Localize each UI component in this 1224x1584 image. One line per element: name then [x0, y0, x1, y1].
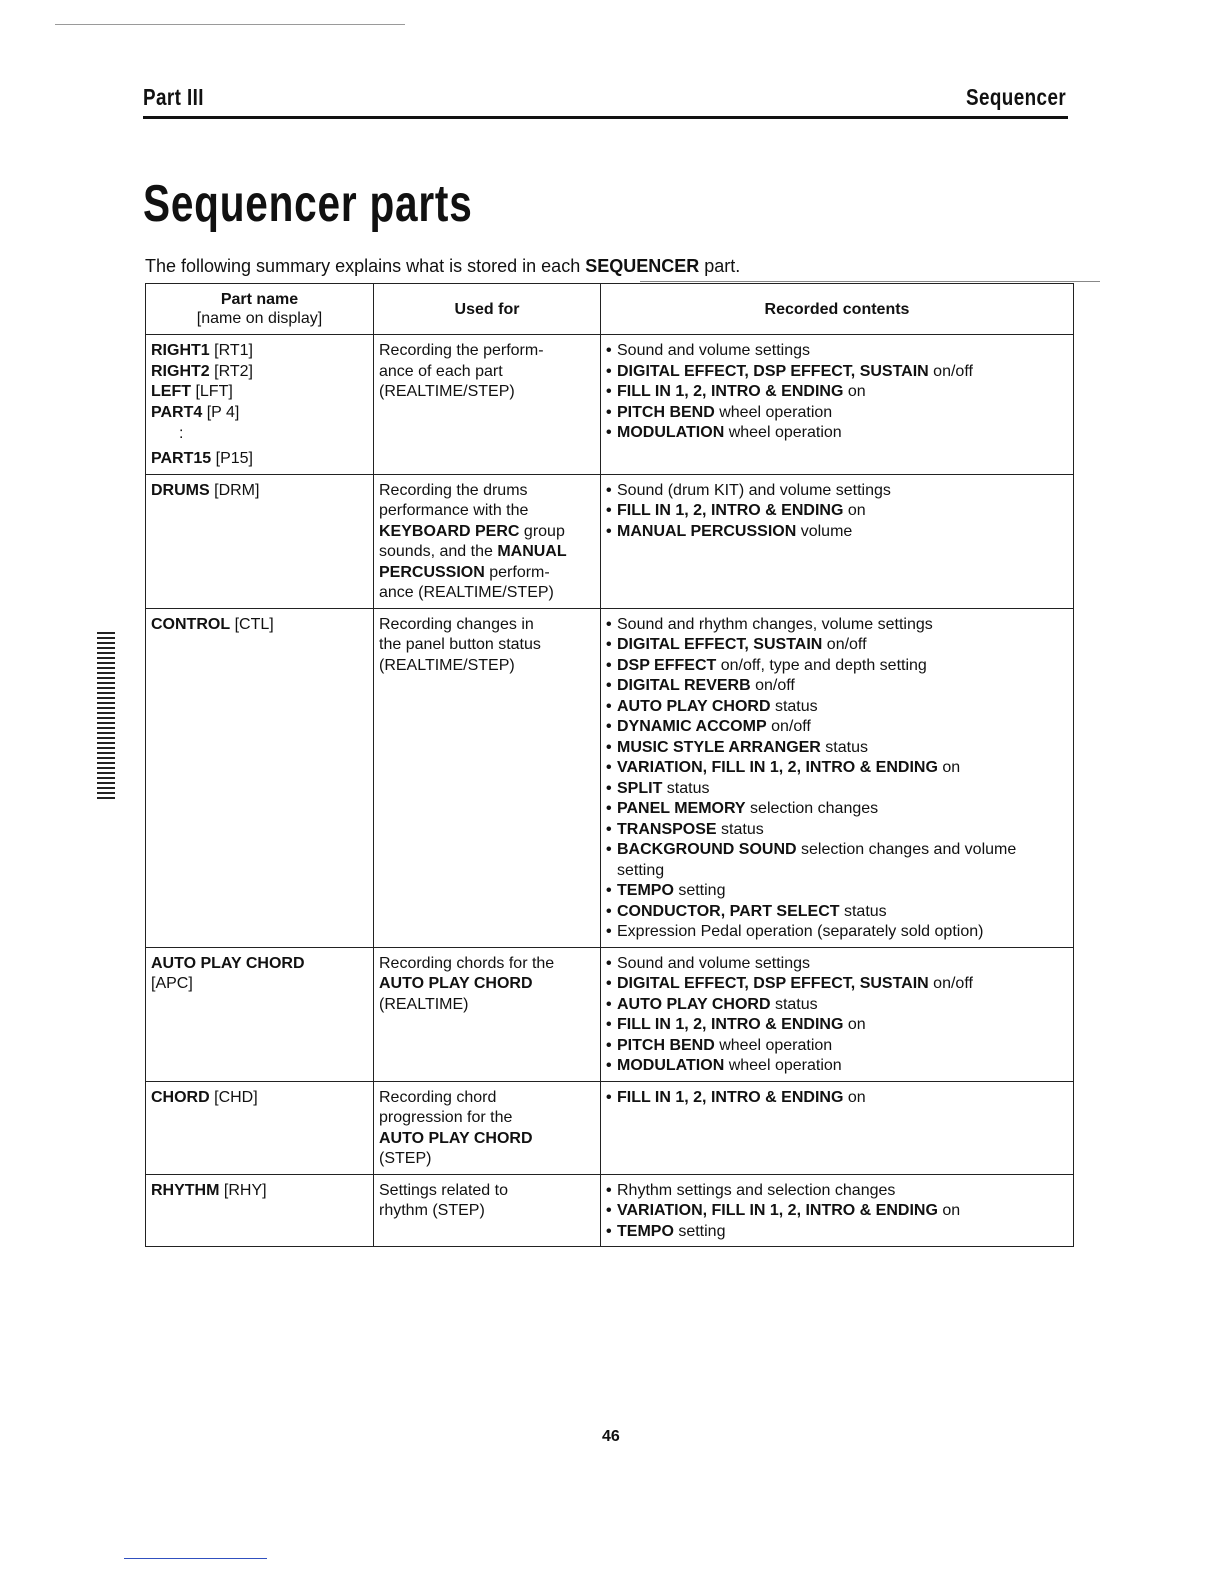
item-keyword: TEMPO [617, 1222, 674, 1240]
list-item [606, 954, 1067, 975]
cell-recorded-contents [601, 474, 1074, 608]
part-name-line [151, 954, 367, 975]
item-keyword: MODULATION [617, 424, 725, 441]
recorded-contents-list [606, 1181, 1067, 1243]
cell-used-for [374, 335, 601, 475]
item-text: status [716, 820, 764, 838]
cell-used-for [374, 474, 601, 608]
intro-underline [640, 281, 1100, 282]
item-text: on [843, 383, 866, 400]
item-text: Sound and rhythm changes, volume settings [617, 615, 933, 633]
list-item [606, 1036, 1067, 1057]
table-row [146, 608, 1074, 947]
list-item [606, 820, 1067, 841]
list-item [606, 758, 1067, 779]
display-code: [CTL] [234, 615, 274, 633]
item-text: setting [673, 882, 726, 899]
cell-part-name [146, 608, 374, 947]
display-code: [P 4] [206, 403, 240, 421]
list-item [606, 881, 1067, 902]
list-item [606, 635, 1067, 656]
list-item [606, 1015, 1067, 1036]
item-text: on/off [928, 975, 973, 992]
part-name: CONTROL [151, 615, 231, 633]
used-for-line: Recording the drums [379, 481, 528, 499]
scan-artifact-line-bottom [124, 1558, 267, 1559]
used-for-line: (REALTIME) [379, 995, 469, 1013]
item-text: on/off [766, 718, 811, 735]
item-keyword: FILL IN 1, 2, INTRO & ENDING [617, 383, 844, 400]
item-text: Sound and volume settings [617, 954, 811, 972]
item-text: Expression Pedal operation (separately sold option) [617, 923, 984, 940]
list-item [606, 738, 1067, 759]
item-keyword: TEMPO [617, 882, 674, 899]
used-for-line: performance with the [379, 502, 529, 519]
list-item [606, 697, 1067, 718]
list-item [606, 1088, 1067, 1109]
cell-recorded-contents [601, 335, 1074, 475]
part-name: RHYTHM [151, 1181, 220, 1199]
part-name-line [151, 403, 367, 424]
used-for-line: (REALTIME/STEP) [379, 383, 515, 400]
part-name-line [151, 449, 367, 470]
item-keyword: DIGITAL EFFECT, DSP EFFECT, SUSTAIN [617, 362, 929, 380]
item-text: on/off [928, 362, 973, 380]
item-text: Rhythm settings and selection changes [617, 1181, 896, 1199]
item-keyword: FILL IN 1, 2, INTRO & ENDING [617, 502, 844, 519]
item-keyword: MANUAL PERCUSSION [617, 522, 797, 540]
used-for-keyword: MANUAL [497, 543, 567, 560]
used-for-line: PERCUSSION perform- [379, 563, 550, 581]
item-keyword: VARIATION, FILL IN 1, 2, INTRO & ENDING [617, 1202, 938, 1219]
part-name: PART15 [151, 450, 212, 467]
list-item [606, 1056, 1067, 1077]
scan-artifact-line [55, 24, 405, 25]
page-title: Sequencer parts [143, 175, 473, 233]
item-keyword: DYNAMIC ACCOMP [617, 718, 767, 735]
list-item [606, 779, 1067, 800]
item-text: selection changes [745, 800, 879, 817]
used-for-line: the panel button status [379, 636, 541, 653]
list-item [606, 717, 1067, 738]
item-text: status [662, 779, 710, 797]
item-keyword: PITCH BEND [617, 1036, 715, 1054]
recorded-contents-list [606, 615, 1067, 943]
list-item [606, 382, 1067, 403]
item-keyword: PANEL MEMORY [617, 800, 746, 817]
display-code: [RHY] [223, 1181, 267, 1199]
column-header-used-for: Used for [374, 284, 601, 335]
list-item [606, 902, 1067, 923]
part-name: DRUMS [151, 481, 210, 499]
used-for-line: (REALTIME/STEP) [379, 656, 515, 674]
column-header-label: Part name [220, 291, 299, 308]
used-for-line: Settings related to [379, 1181, 508, 1199]
display-code: [LFT] [195, 383, 233, 400]
item-text: on [937, 759, 961, 776]
used-for-line: Recording the perform- [379, 342, 544, 359]
list-item [606, 799, 1067, 820]
cell-part-name [146, 1174, 374, 1247]
recorded-contents-list [606, 954, 1067, 1077]
item-keyword: CONDUCTOR, PART SELECT [617, 902, 840, 920]
used-for-line: sounds, and the MANUAL [379, 543, 567, 560]
list-item [606, 522, 1067, 543]
display-code: [RT1] [214, 342, 253, 359]
item-text: Sound (drum KIT) and volume settings [617, 481, 891, 499]
part-name-line [151, 974, 367, 995]
item-text: on [843, 1088, 866, 1106]
display-code: [APC] [151, 975, 193, 992]
item-keyword: BACKGROUND SOUND [617, 841, 797, 858]
recorded-contents-list [606, 481, 1067, 543]
list-item [606, 840, 1067, 881]
ellipsis-marker: : [179, 425, 184, 442]
item-text: wheel operation [714, 403, 833, 421]
item-text: on [937, 1202, 961, 1219]
item-keyword: AUTO PLAY CHORD [617, 697, 771, 715]
table-row [146, 947, 1074, 1081]
table-header-row [146, 284, 1074, 335]
item-text: on/off [750, 677, 795, 694]
cell-recorded-contents [601, 1174, 1074, 1247]
item-keyword: DIGITAL EFFECT, DSP EFFECT, SUSTAIN [617, 975, 929, 992]
used-for-line: AUTO PLAY CHORD [379, 975, 533, 992]
used-for-line: AUTO PLAY CHORD [379, 1129, 533, 1147]
list-item [606, 362, 1067, 383]
item-text: status [770, 697, 818, 715]
used-for-line: Recording chord [379, 1088, 497, 1106]
item-keyword: PITCH BEND [617, 403, 715, 421]
item-keyword: MUSIC STYLE ARRANGER [617, 738, 821, 756]
item-keyword: SPLIT [617, 779, 663, 797]
list-item [606, 1181, 1067, 1202]
part-name-line [151, 341, 367, 362]
table-body [146, 335, 1074, 1247]
item-text: selection changes and volume setting [617, 841, 1017, 879]
item-keyword: VARIATION, FILL IN 1, 2, INTRO & ENDING [617, 759, 938, 776]
item-text: setting [673, 1222, 726, 1240]
cell-part-name [146, 474, 374, 608]
part-name-line [151, 362, 367, 383]
item-text: volume [796, 522, 853, 540]
item-text: status [839, 902, 887, 920]
part-name: RIGHT1 [151, 342, 210, 359]
used-for-line: progression for the [379, 1109, 513, 1126]
item-text: wheel operation [724, 424, 842, 441]
item-text: status [770, 995, 818, 1013]
cell-used-for [374, 1081, 601, 1174]
list-item [606, 403, 1067, 424]
cell-recorded-contents [601, 947, 1074, 1081]
used-for-line: Recording chords for the [379, 954, 555, 972]
list-item [606, 1222, 1067, 1243]
display-code: [RT2] [214, 362, 253, 380]
part-name: LEFT [151, 383, 191, 400]
list-item [606, 656, 1067, 677]
page-number: 46 [602, 1428, 620, 1445]
list-item [606, 676, 1067, 697]
used-for-line: ance of each part [379, 362, 503, 380]
item-text: on/off, type and depth setting [716, 656, 927, 674]
cell-used-for [374, 947, 601, 1081]
header-section-label: Sequencer [965, 84, 1066, 110]
item-text: on/off [822, 636, 867, 653]
header-rule [143, 116, 1068, 119]
item-text: on [843, 1016, 866, 1033]
item-keyword: DIGITAL REVERB [617, 677, 751, 694]
sequencer-parts-table [145, 283, 1074, 1247]
cell-used-for [374, 608, 601, 947]
cell-used-for [374, 1174, 601, 1247]
part-name: AUTO PLAY CHORD [151, 954, 305, 972]
cell-recorded-contents [601, 608, 1074, 947]
item-keyword: DIGITAL EFFECT, SUSTAIN [617, 636, 823, 653]
header-part-label: Part III [143, 84, 204, 110]
list-item [606, 501, 1067, 522]
recorded-contents-list [606, 341, 1067, 444]
list-item [606, 341, 1067, 362]
part-name: RIGHT2 [151, 362, 210, 380]
list-item [606, 423, 1067, 444]
column-header-sublabel: [name on display] [196, 310, 323, 327]
table-row [146, 1081, 1074, 1174]
table-row [146, 335, 1074, 475]
part-name: PART4 [151, 403, 203, 421]
item-keyword: MODULATION [617, 1057, 725, 1074]
margin-scan-marks [97, 632, 115, 800]
table-row [146, 474, 1074, 608]
intro-suffix: part. [699, 256, 741, 276]
cell-part-name [146, 1081, 374, 1174]
intro-prefix: The following summary explains what is stored in each [145, 256, 586, 276]
list-item [606, 1201, 1067, 1222]
used-for-line: ance (REALTIME/STEP) [379, 584, 554, 601]
part-name-line [151, 481, 367, 502]
intro-paragraph [145, 256, 740, 277]
item-keyword: TRANSPOSE [617, 820, 717, 838]
cell-recorded-contents [601, 1081, 1074, 1174]
item-keyword: FILL IN 1, 2, INTRO & ENDING [617, 1016, 844, 1033]
display-code: [DRM] [214, 481, 260, 499]
item-text: on [843, 502, 866, 519]
used-for-line: rhythm (STEP) [379, 1202, 485, 1219]
intro-emphasis: SEQUENCER [585, 256, 700, 276]
part-name-line [151, 615, 367, 636]
recorded-contents-list [606, 1088, 1067, 1109]
display-code: [CHD] [214, 1088, 258, 1106]
column-header-recorded-contents: Recorded contents [601, 284, 1074, 335]
list-item [606, 974, 1067, 995]
cell-part-name [146, 947, 374, 1081]
list-item [606, 615, 1067, 636]
part-name: CHORD [151, 1088, 210, 1106]
part-name-line [151, 1181, 367, 1202]
item-text: wheel operation [714, 1036, 833, 1054]
list-item [606, 995, 1067, 1016]
cell-part-name [146, 335, 374, 475]
part-name-line [151, 382, 367, 403]
item-keyword: AUTO PLAY CHORD [617, 995, 771, 1013]
used-for-line: (STEP) [379, 1150, 432, 1167]
item-text: wheel operation [724, 1057, 842, 1074]
list-item [606, 481, 1067, 502]
used-for-line: Recording changes in [379, 615, 534, 633]
display-code: [P15] [215, 450, 253, 467]
part-name-line [151, 1088, 367, 1109]
item-text: Sound and volume settings [617, 342, 811, 359]
item-keyword: DSP EFFECT [617, 656, 717, 674]
used-for-keyword: KEYBOARD PERC [379, 522, 520, 540]
column-header-part-name [146, 284, 374, 335]
item-text: status [820, 738, 868, 756]
table-row [146, 1174, 1074, 1247]
list-item [606, 922, 1067, 943]
item-keyword: FILL IN 1, 2, INTRO & ENDING [617, 1088, 844, 1106]
used-for-keyword: PERCUSSION [379, 563, 485, 581]
used-for-line: KEYBOARD PERC group [379, 522, 565, 540]
